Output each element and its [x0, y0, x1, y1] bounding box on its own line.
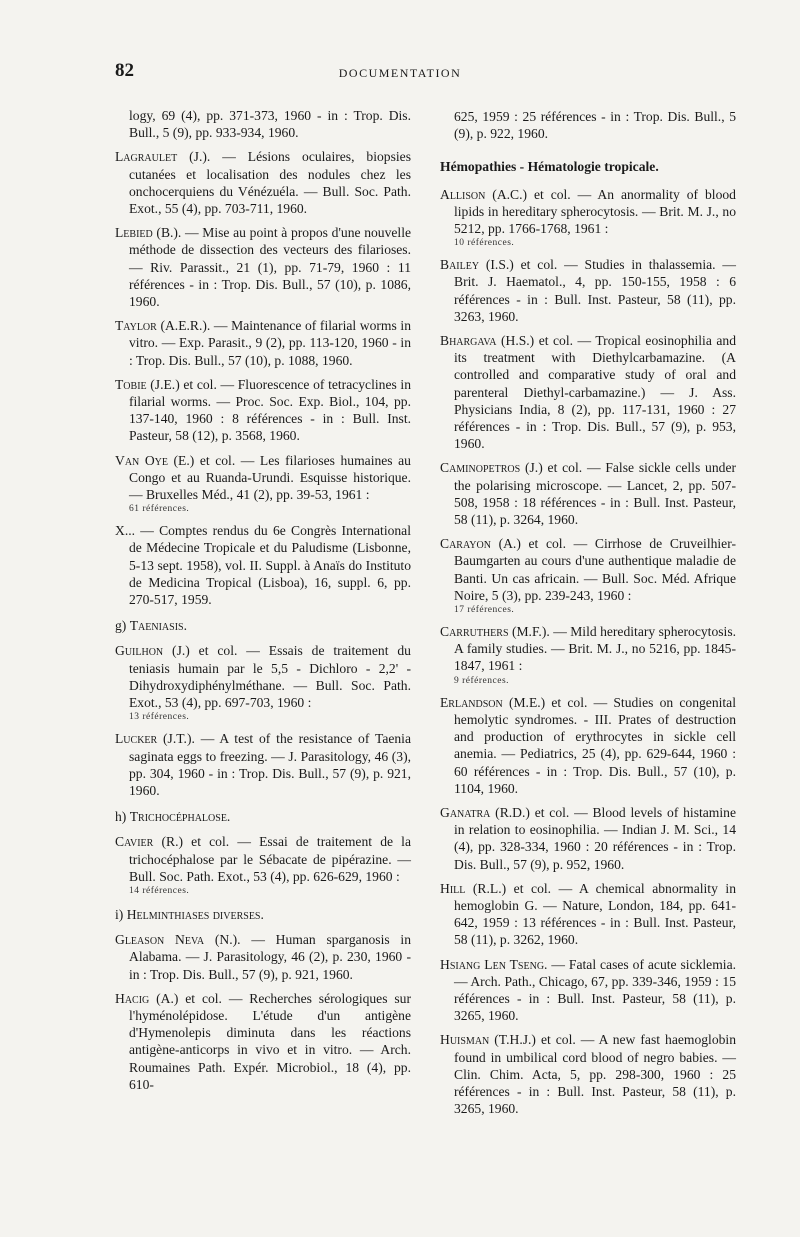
- entry-author: Erlandson (M.E.): [440, 694, 546, 710]
- section-letter: h): [115, 809, 127, 825]
- entry-author: Cavier (R.): [115, 834, 184, 850]
- reference-count: 13 références.: [129, 712, 190, 723]
- bibliography-entry: [115, 317, 411, 369]
- entry-author: Taylor (A.E.R.).: [115, 318, 211, 334]
- page-number: 82: [115, 60, 134, 81]
- entry-text: et col. — Tropical eosinophilia and its treatment with Diethylcarbamazine. (A controlled and comparative study of oral and parenteral Diethyl-carbamazine.) — J. Ass. Physicians India, 8 (2), pp. 117-131, 1960 : 27 références - in : Trop. Dis. Bull., 57 (9), p. 953, 1960.: [454, 333, 736, 452]
- entry-author: Carayon (A.): [440, 536, 521, 552]
- section-heading: [115, 906, 411, 923]
- entry-text: — Maintenance of filarial worms in vitro. — Exp. Parasit., 9 (2), pp. 113-120, 1960 - in : Trop. Dis. Bull., 57 (10), p. 1088, 1960.: [129, 318, 411, 368]
- bibliography-entry: [115, 931, 411, 983]
- entry-text: et col. — A chemical abnormality in hemoglobin G. — Nature, London, 184, pp. 641-642, 1959 : 13 références - in : Bull. Inst. Pasteur, 58 (11), p. 3262, 1960.: [454, 880, 736, 948]
- entry-author: Allison (A.C.): [440, 186, 528, 202]
- entry-text: — A test of the resistance of Taenia saginata eggs to freezing. — J. Parasitology, 46 (3), pp. 304, 1960 - in : Trop. Dis. Bull., 57 (9), p. 921, 1960.: [129, 731, 411, 798]
- bibliography-entry: [115, 642, 411, 723]
- entry-author: Hill (R.L.): [440, 880, 507, 896]
- bibliography-entry: [115, 522, 411, 608]
- entry-text: et col. — Essais de traitement du teniasis humain par le 5,5 - Dichloro - 2,2' - Dihydroxydiphénylméthane. — Bull. Soc. Path. Exot., 53 (4), pp. 697-703, 1960 :: [129, 643, 411, 711]
- entry-text: — Fatal cases of acute sicklemia. — Arch. Path., Chicago, 67, pp. 339-346, 1959 : 15 références - in : Bull. Inst. Pasteur, 58 (11), p. 3265, 1960.: [454, 956, 736, 1024]
- bibliography-entry: [440, 880, 736, 949]
- bibliography-entry: [440, 459, 736, 528]
- entry-text: et col. — Cirrhose de Cruveilhier-Baumgarten au cours d'une authentique maladie de Banti. Un cas africain. — Bull. Soc. Méd. Afrique Noire, 5 (3), pp. 239-243, 1960 :: [454, 536, 736, 603]
- entry-author: Huisman (T.H.J.): [440, 1032, 536, 1048]
- section-name: Taeniasis.: [129, 618, 187, 634]
- reference-count: 9 références.: [454, 675, 510, 686]
- entry-author: Ganatra (R.D.): [440, 804, 530, 820]
- entry-text: — Mise au point à propos d'une nouvelle méthode de dissection des vecteurs des filarioses. — Riv. Parassit., 21 (1), pp. 71-79, 1960 : 11 références - in : Trop. Dis. Bull., 57 (10), p. 1086, 1960.: [129, 225, 412, 310]
- section-letter: i): [115, 906, 124, 922]
- entry-author: Bailey (I.S.): [440, 257, 514, 273]
- entry-author: Caminopetros (J.): [440, 460, 543, 476]
- reference-count: 61 références.: [129, 504, 190, 515]
- entry-text: et col. — Les filarioses humaines au Congo et au Ruanda-Urundi. Esquisse historique. — Bruxelles Méd., 41 (2), pp. 39-53, 1961 :: [129, 452, 411, 503]
- bibliography-entry: [115, 990, 411, 1093]
- entry-text: et col. — A new fast haemoglobin found in umbilical cord blood of negro babies. — Clin. Chim. Acta, 5, pp. 298-300, 1960 : 25 références - in : Bull. Inst. Pasteur, 58 (11), p. 3265, 1960.: [454, 1032, 736, 1117]
- entry-text: et col. — Blood levels of histamine in relation to eosinophilia. — Indian J. M. Sci., 14 (4), pp. 328-334, 1960 : 20 références - in : Trop. Dis. Bull., 57 (9), p. 952, 1960.: [454, 804, 736, 872]
- bibliography-entry: [115, 148, 411, 217]
- entry-text: et col. — Studies in thalassemia. — Brit. J. Haematol., 4, pp. 150-155, 1958 : 6 références - in : Bull. Inst. Pasteur, 58 (11), pp. 3263, 1960.: [454, 257, 736, 324]
- entry-text: logy, 69 (4), pp. 371-373, 1960 - in : Trop. Dis. Bull., 5 (9), pp. 933-934, 1960.: [129, 108, 411, 141]
- bibliography-entry: [115, 730, 411, 799]
- bibliography-entry: [115, 224, 411, 310]
- entry-text: et col. — Fluorescence of tetracyclines in filarial worms. — Proc. Soc. Exp. Biol., 104, pp. 137-140, 1960 : 8 références - in : Bull. Inst. Pasteur, 58 (12), p. 3568, 1960.: [129, 376, 411, 444]
- entry-author: Bhargava (H.S.): [440, 333, 535, 349]
- entry-author: Lucker (J.T.).: [115, 731, 195, 747]
- section-name: Trichocéphalose.: [129, 809, 231, 825]
- running-title: DOCUMENTATION: [338, 66, 462, 80]
- bibliography-entry: [115, 107, 411, 141]
- bibliography-entry: [115, 376, 411, 445]
- bibliography-entry: [440, 108, 736, 142]
- reference-count: 14 références.: [129, 885, 190, 896]
- entry-text: — Lésions oculaires, biopsies cutanées et localisation des nodules chez les onchocerquiens du Vénézuéla. — Bull. Soc. Path. Exot., 55 (4), pp. 703-711, 1960.: [129, 149, 411, 217]
- entry-author: Hacig (A.): [115, 990, 179, 1006]
- bibliography-entry: [440, 256, 736, 325]
- entry-text: 625, 1959 : 25 références - in : Trop. Dis. Bull., 5 (9), p. 922, 1960.: [454, 109, 736, 142]
- left-column: [115, 107, 411, 1100]
- bibliography-entry: [440, 804, 736, 873]
- section-title: Hémopathies - Hématologie tropicale.: [440, 159, 659, 175]
- bibliography-entry: [440, 623, 736, 687]
- bibliography-entry: [440, 186, 736, 250]
- entry-author: Tobie (J.E.): [115, 376, 180, 392]
- entry-text: et col. — Studies on congenital hemolytic syndromes. - III. Prates of destruction and production of erythrocytes in sickle cell anemia. — Pediatrics, 25 (4), pp. 629-644, 1960 : 60 références - in : Trop. Dis. Bull., 57 (10), p. 1104, 1960.: [454, 694, 736, 796]
- right-column: [440, 108, 736, 1124]
- entry-text: et col. — Essai de traitement de la trichocéphalose par le Sébacate de pipérazine. — Bull. Soc. Path. Exot., 53 (4), pp. 626-629, 1960 :: [129, 834, 411, 884]
- bibliography-entry: [115, 452, 411, 516]
- entry-author: Lebied (B.).: [115, 225, 182, 241]
- bibliography-entry: [440, 1031, 736, 1117]
- bibliography-entry: [115, 833, 411, 897]
- bibliography-entry: [440, 956, 736, 1025]
- entry-author: Guilhon (J.): [115, 643, 190, 659]
- bibliography-entry: [440, 694, 736, 797]
- section-letter: g): [115, 618, 127, 634]
- section-name: Helminthiases diverses.: [126, 906, 264, 922]
- entry-author: Carruthers (M.F.).: [440, 624, 550, 640]
- entry-author: Van Oye (E.): [115, 452, 195, 468]
- entry-author: Lagraulet (J.).: [115, 149, 211, 165]
- bibliography-entry: [440, 535, 736, 616]
- section-heading: [115, 808, 411, 825]
- entry-text: X... — Comptes rendus du 6e Congrès International de Médecine Tropicale et du Paludisme (Lisbonne, 5-13 sept. 1958), vol. II. Suppl. à Anaïs do Instituto de Medicina Tropical (Lisboa), 16, suppl. 6, pp. 270-517, 1959.: [115, 523, 411, 608]
- entry-text: et col. — An anormality of blood lipids in hereditary spherocytosis. — Brit. M. J., no 5212, pp. 1766-1768, 1961 :: [454, 186, 736, 237]
- section-heading: [115, 617, 411, 634]
- entry-text: — Human sparganosis in Alabama. — J. Parasitology, 46 (2), p. 230, 1960 - in : Trop. Dis. Bull., 57 (9), p. 921, 1960.: [129, 932, 411, 982]
- entry-author: Gleason Neva (N.).: [115, 932, 241, 948]
- entry-author: Hsiang Len Tseng.: [440, 956, 548, 972]
- entry-text: et col. — False sickle cells under the polarising microscope. — Lancet, 2, pp. 507-508, 1958 : 18 références - in : Bull. Inst. Pasteur, 58 (11), p. 3264, 1960.: [454, 460, 736, 528]
- entry-text: — Mild hereditary spherocytosis. A family studies. — Brit. M. J., no 5216, pp. 1845-1847, 1961 :: [454, 624, 737, 674]
- reference-count: 10 références.: [454, 238, 515, 249]
- bibliography-entry: [440, 332, 736, 452]
- reference-count: 17 références.: [454, 605, 515, 616]
- entry-text: et col. — Recherches sérologiques sur l'hyménolépidose. L'étude d'un antigène d'Hymenolepis diminuta dans les réactions antigène-anticorps in vivo et in vitro. — Arch. Roumaines Path. Expér. Microbiol., 18 (4), pp. 610-: [129, 990, 411, 1092]
